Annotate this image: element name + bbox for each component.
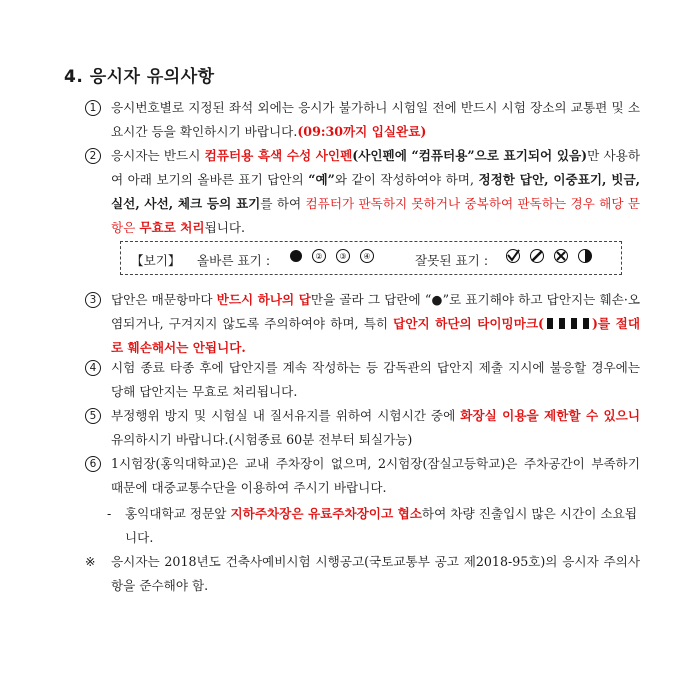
text-run: 컴퓨터가 판독하지 못하거나 중복하여 판독하는 경우 해당 문항은 bbox=[111, 196, 640, 235]
notice-item-text bbox=[111, 404, 640, 452]
example-box bbox=[120, 241, 622, 275]
wrong-marking-examples bbox=[501, 247, 593, 264]
svg-text:②: ② bbox=[315, 251, 323, 261]
notice-item-text bbox=[111, 452, 640, 500]
notice-item-5 bbox=[85, 404, 640, 452]
correct-marking-label: 올바른 표기 : bbox=[197, 253, 271, 268]
text-run: 정정한 답안, 이중표기, 빗금, 실선, 사선, 체크 등의 표기 bbox=[111, 172, 640, 211]
empty-answer-circle bbox=[359, 248, 375, 264]
text-run: 됩니다. bbox=[204, 220, 246, 235]
reference-mark: ※ bbox=[85, 554, 96, 569]
filled-circle-icon bbox=[289, 249, 303, 263]
text-run: 홍익대학교 정문앞 bbox=[125, 506, 231, 521]
text-run: 화장실 이용을 제한할 수 있으니 bbox=[460, 408, 640, 423]
text-run: (사인펜에 “컴퓨터용”으로 표기되어 있음) bbox=[352, 148, 588, 163]
text-run: 응시자는 2018년도 건축사예비시험 시행공고(국토교통부 공고 제2018-95호)의 응시자 주의사항을 준수해야 함. bbox=[111, 554, 640, 593]
empty-answer-circle bbox=[335, 248, 351, 264]
notice-sub-item-text bbox=[125, 502, 637, 550]
notice-item-text bbox=[111, 144, 640, 240]
half-filled-circle-icon bbox=[577, 248, 593, 264]
notice-item-6 bbox=[85, 452, 640, 500]
text-run: 만을 골라 그 답란에 “●”로 표기해야 하고 답안지는 훼손·오염되거나, 구겨지지 않도록 주의하여야 하며, 특히 bbox=[111, 292, 640, 331]
notice-item-4 bbox=[85, 356, 640, 404]
wrong-marking-label: 잘못된 표기 : bbox=[415, 253, 489, 268]
text-run: 와 같이 작성하여야 하며, bbox=[334, 172, 479, 187]
timing-mark-bar bbox=[583, 318, 589, 329]
x-mark-circle-icon bbox=[553, 248, 569, 264]
text-run: “예” bbox=[308, 172, 335, 187]
text-run: 1시험장(홍익대학교)은 교내 주차장이 없으며, 2시험장(잠실고등학교)은 주차공간이 부족하기 때문에 대중교통수단을 이용하여 주시기 바랍니다. bbox=[111, 456, 640, 495]
text-run: 응시번호별로 지정된 좌석 외에는 응시가 불가하니 시험일 전에 반드시 시험 장소의 교통편 및 소요시간 등을 확인하시기 바랍니다. bbox=[111, 100, 640, 139]
item-number-badge: 6 bbox=[85, 456, 101, 472]
text-run: 부정행위 방지 및 시험실 내 질서유지를 위하여 시험시간 중에 bbox=[111, 408, 461, 423]
text-run: 컴퓨터용 흑색 수성 사인펜 bbox=[204, 148, 353, 163]
text-run: 답안은 매문항마다 bbox=[111, 292, 217, 307]
svg-text:③: ③ bbox=[339, 251, 347, 261]
notice-item-text bbox=[111, 96, 640, 144]
notice-reference-note bbox=[85, 550, 640, 598]
dash-bullet: - bbox=[107, 506, 112, 521]
text-run: 하여 차량 진출입시 많은 시간이 소요됩니다. bbox=[125, 506, 637, 545]
timing-mark-bar bbox=[547, 318, 553, 329]
notice-item-text bbox=[111, 288, 640, 360]
correct-marking-examples bbox=[285, 247, 375, 264]
item-number-badge: 5 bbox=[85, 408, 101, 424]
text-run: 만 사용하여 아래 보기의 올바른 표기 답안의 bbox=[111, 148, 640, 187]
notice-item-3 bbox=[85, 288, 640, 360]
text-run: 시험 종료 타종 후에 답안지를 계속 작성하는 등 감독관의 답안지 제출 지시에 불응할 경우에는 당해 답안지는 무효로 처리됩니다. bbox=[111, 360, 640, 399]
item-number-badge: 3 bbox=[85, 292, 101, 308]
text-run: 무효로 처리 bbox=[139, 220, 205, 235]
text-run: 응시자는 반드시 bbox=[111, 148, 205, 163]
text-run: 유의하시기 바랍니다.(시험종료 60분 전부터 퇴실가능) bbox=[111, 432, 413, 447]
notice-item-2 bbox=[85, 144, 640, 240]
svg-text:④: ④ bbox=[363, 251, 371, 261]
example-box-label: 【보기】 bbox=[131, 253, 181, 268]
timing-mark-icon bbox=[544, 312, 592, 336]
text-run: )를 절대로 훼손해서는 안됩니다. bbox=[111, 316, 640, 355]
text-run: 를 하여 bbox=[260, 196, 306, 211]
text-run: 지하주차장은 유료주차장이고 협소 bbox=[230, 506, 422, 521]
slash-circle-icon bbox=[529, 248, 545, 264]
item-number-badge: 1 bbox=[85, 100, 101, 116]
timing-mark-bar bbox=[559, 318, 565, 329]
item-number-badge: 2 bbox=[85, 148, 101, 164]
notice-item-text bbox=[111, 356, 640, 404]
text-run: 답안지 하단의 타이밍마크( bbox=[393, 316, 544, 331]
section-heading: 4. 응시자 유의사항 bbox=[64, 67, 215, 87]
notice-note-text bbox=[111, 550, 640, 598]
text-run: 반드시 하나의 답 bbox=[216, 292, 311, 307]
check-mark-circle-icon bbox=[505, 248, 521, 264]
item-number-badge: 4 bbox=[85, 360, 101, 376]
timing-mark-bar bbox=[571, 318, 577, 329]
text-run: (09:30까지 입실완료) bbox=[297, 124, 427, 139]
notice-item-1 bbox=[85, 96, 640, 144]
notice-sub-item bbox=[107, 502, 637, 550]
empty-answer-circle bbox=[311, 248, 327, 264]
